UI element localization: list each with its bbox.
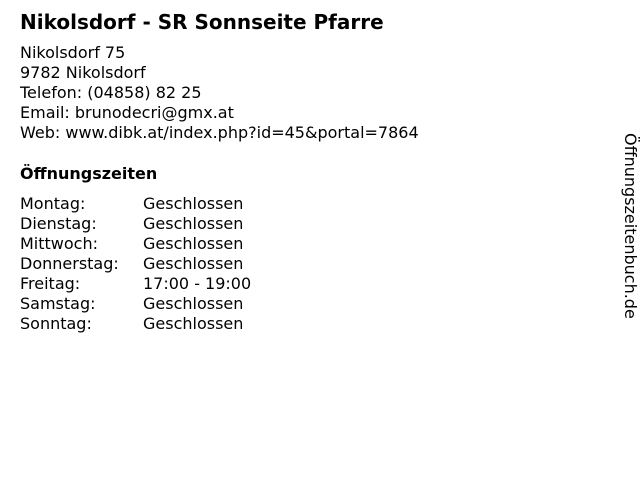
opening-hours-table [20,194,251,334]
hours-value: Geschlossen [143,194,244,213]
day-label: Sonntag: [20,314,92,333]
hours-value: Geschlossen [143,294,244,313]
hours-row-tuesday [20,214,251,234]
day-label: Samstag: [20,294,96,313]
hours-value: Geschlossen [143,214,244,233]
opening-hours-heading: Öffnungszeiten [20,164,158,183]
day-label: Dienstag: [20,214,97,233]
hours-row-wednesday [20,234,251,254]
phone-line: Telefon: (04858) 82 25 [20,83,202,102]
day-label: Montag: [20,194,86,213]
day-label: Mittwoch: [20,234,98,253]
hours-value: Geschlossen [143,314,244,333]
day-label: Donnerstag: [20,254,119,273]
hours-row-sunday [20,314,251,334]
hours-row-saturday [20,294,251,314]
hours-value: 17:00 - 19:00 [143,274,252,293]
hours-value: Geschlossen [143,234,244,253]
day-label: Freitag: [20,274,81,293]
hours-row-thursday [20,254,251,274]
address-block [20,43,419,143]
web-line: Web: www.dibk.at/index.php?id=45&portal=7864 [20,123,419,142]
brand-watermark: Öffnungszeitenbuch.de [621,133,640,319]
hours-value: Geschlossen [143,254,244,273]
hours-row-monday [20,194,251,214]
email-line: Email: brunodecri@gmx.at [20,103,234,122]
page-title: Nikolsdorf - SR Sonnseite Pfarre [20,10,384,34]
city-line: 9782 Nikolsdorf [20,63,146,82]
hours-row-friday [20,274,251,294]
street-line: Nikolsdorf 75 [20,43,126,62]
